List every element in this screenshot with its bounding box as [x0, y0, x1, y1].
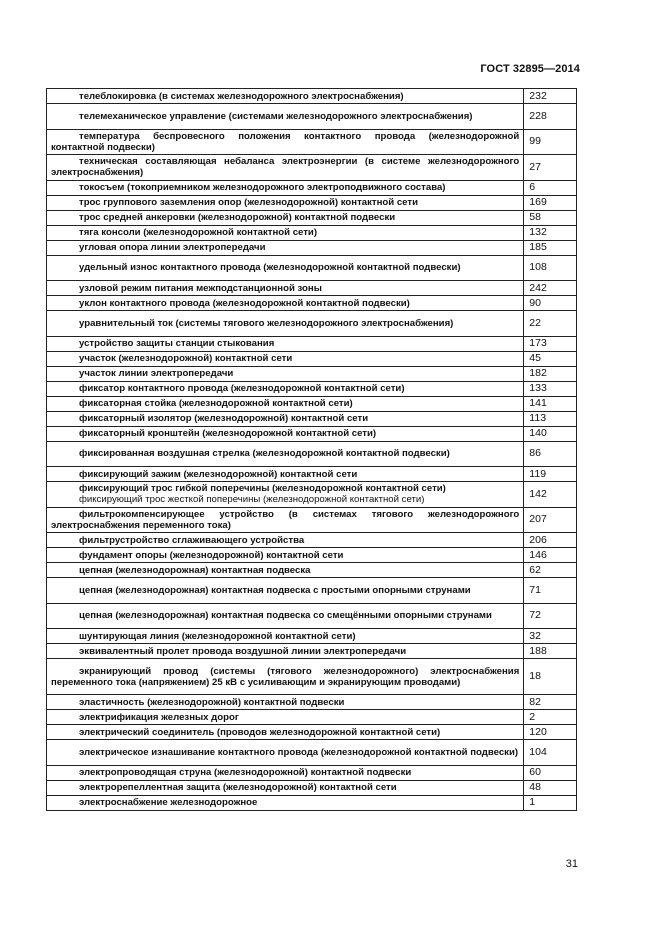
index-term-number: 62 — [524, 563, 577, 578]
index-term — [51, 767, 519, 778]
index-row — [47, 225, 577, 240]
index-term-text: электропроводящая струна (железнодорожной) контактной подвески — [79, 767, 412, 778]
index-term-cell — [47, 180, 524, 195]
index-term-number: 142 — [524, 482, 577, 508]
index-term-number: 113 — [524, 411, 577, 426]
index-term-number: 133 — [524, 381, 577, 396]
index-term-text: токосъем (токоприемником железнодорожного электроподвижного состава) — [79, 182, 446, 193]
index-term — [51, 712, 519, 723]
index-term-number: 1 — [524, 795, 577, 810]
index-term-number: 58 — [524, 210, 577, 225]
index-term — [51, 666, 519, 688]
index-term-number: 27 — [524, 155, 577, 181]
index-term-number: 22 — [524, 311, 577, 337]
index-term — [51, 383, 519, 394]
index-row — [47, 578, 577, 604]
index-term-cell — [47, 426, 524, 441]
index-term-sub-text: фиксирующий трос жесткой поперечины (железнодорожной контактной сети) — [79, 494, 425, 506]
index-term-cell — [47, 351, 524, 366]
index-term-cell — [47, 225, 524, 240]
index-term-text: угловая опора линии электропередачи — [79, 242, 266, 253]
index-row — [47, 155, 577, 181]
index-term — [51, 646, 519, 657]
index-term — [51, 747, 519, 758]
index-row — [47, 441, 577, 467]
terms-index-table — [46, 88, 577, 811]
index-row — [47, 381, 577, 396]
index-term-number: 146 — [524, 548, 577, 563]
index-row — [47, 396, 577, 411]
index-row — [47, 644, 577, 659]
index-term-cell — [47, 89, 524, 104]
index-row — [47, 129, 577, 155]
index-term — [51, 610, 519, 621]
index-term-number: 188 — [524, 644, 577, 659]
index-term-number: 108 — [524, 255, 577, 281]
index-term — [51, 262, 519, 273]
index-row — [47, 255, 577, 281]
index-term — [51, 483, 519, 494]
index-term-cell — [47, 563, 524, 578]
index-term-number: 18 — [524, 659, 577, 695]
index-term-cell — [47, 659, 524, 695]
index-term-cell — [47, 129, 524, 155]
index-row — [47, 426, 577, 441]
index-row — [47, 780, 577, 795]
index-term-cell — [47, 411, 524, 426]
index-term-number: 120 — [524, 725, 577, 740]
index-term-cell — [47, 740, 524, 766]
index-term — [51, 197, 519, 208]
index-term-text: цепная (железнодорожная) контактная подвеска со смещёнными опорными струнами — [79, 610, 492, 622]
terms-index-body — [47, 89, 577, 811]
index-term-number: 141 — [524, 396, 577, 411]
index-term-cell — [47, 578, 524, 604]
index-term-text: фиксаторная стойка (железнодорожной контактной сети) — [79, 398, 353, 409]
index-row — [47, 336, 577, 351]
index-term — [51, 448, 519, 459]
index-term-text: фиксаторный изолятор (железнодорожной) контактной сети — [79, 413, 369, 424]
index-term-text: уравнительный ток (системы тягового железнодорожного электроснабжения) — [79, 317, 454, 329]
index-term-text: эквивалентный пролет провода воздушной линии электропередачи — [79, 645, 407, 657]
index-term — [51, 368, 519, 379]
index-term-cell — [47, 336, 524, 351]
index-term-number: 173 — [524, 336, 577, 351]
index-term-cell — [47, 311, 524, 337]
index-term-text: узловой режим питания межподстанционной зоны — [79, 282, 322, 294]
index-term-cell — [47, 695, 524, 710]
index-row — [47, 548, 577, 563]
index-term-cell — [47, 240, 524, 255]
index-row — [47, 180, 577, 195]
index-term-cell — [47, 255, 524, 281]
index-term-number: 206 — [524, 533, 577, 548]
index-row — [47, 563, 577, 578]
index-term-cell — [47, 281, 524, 296]
index-term-text: тяга консоли (железнодорожной контактной сети) — [79, 227, 318, 238]
index-term-cell — [47, 210, 524, 225]
index-term-text: шунтирующая линия (железнодорожной контактной сети) — [79, 630, 356, 642]
index-term-number: 60 — [524, 765, 577, 780]
index-term-number: 32 — [524, 629, 577, 644]
index-term-cell — [47, 296, 524, 311]
index-term-text: фильтрустройство сглаживающего устройства — [79, 534, 305, 546]
index-term-number: 119 — [524, 467, 577, 482]
index-term-text: фильтрокомпенсирующее устройство (в системах тягового железнодорожного электроснабжения переменного тока) — [51, 508, 520, 531]
index-term-text: фиксирующий зажим (железнодорожной) контактной сети — [79, 468, 358, 480]
index-term — [51, 797, 519, 808]
index-term-text: эластичность (железнодорожной) контактной подвески — [79, 696, 345, 708]
index-term-text: цепная (железнодорожная) контактная подвеска с простыми опорными струнами — [79, 584, 471, 596]
index-term-number: 45 — [524, 351, 577, 366]
index-term-cell — [47, 725, 524, 740]
index-term — [51, 428, 519, 439]
index-term-cell — [47, 155, 524, 181]
index-term-number: 71 — [524, 578, 577, 604]
index-term-text: электрическое изнашивание контактного провода (железнодорожной контактной подвески) — [79, 746, 519, 758]
index-term-cell — [47, 467, 524, 482]
index-term-text: участок линии электропередачи — [79, 368, 234, 379]
index-row — [47, 659, 577, 695]
index-term-number: 185 — [524, 240, 577, 255]
index-term-text: техническая составляющая небаланса электроэнергии (в системе железнодорожного электроснабжения) — [51, 156, 520, 179]
index-term-cell — [47, 441, 524, 467]
index-term — [51, 182, 519, 193]
index-term — [51, 242, 519, 253]
index-term-text: трос средней анкеровки (железнодорожной) контактной подвески — [79, 212, 396, 223]
index-row — [47, 89, 577, 104]
index-term — [51, 227, 519, 238]
index-term — [51, 318, 519, 329]
index-term — [51, 298, 519, 309]
index-term-number: 232 — [524, 89, 577, 104]
index-term-number: 72 — [524, 603, 577, 629]
index-term-cell — [47, 195, 524, 210]
index-term-text: трос группового заземления опор (железнодорожной) контактной сети — [79, 197, 418, 208]
index-row — [47, 411, 577, 426]
index-row — [47, 695, 577, 710]
index-term-number: 82 — [524, 695, 577, 710]
document-header: ГОСТ 32895—2014 — [480, 63, 580, 75]
index-term — [51, 631, 519, 642]
index-term-text: цепная (железнодорожная) контактная подвеска — [79, 564, 311, 576]
index-row — [47, 795, 577, 810]
index-term-text: электроснабжение железнодорожное — [79, 797, 258, 808]
index-term-cell — [47, 366, 524, 381]
index-term-cell — [47, 548, 524, 563]
index-term-text: фиксированная воздушная стрелка (железнодорожной контактной подвески) — [79, 448, 450, 460]
index-row — [47, 533, 577, 548]
index-term — [51, 565, 519, 576]
index-term-cell — [47, 795, 524, 810]
index-row — [47, 507, 577, 533]
index-term — [51, 131, 519, 153]
index-term-text: экранирующий провод (системы (тягового железнодорожного) электроснабжения переменного тока (напряжением) 25 кВ с усиливающим и экранирующим проводами) — [51, 665, 520, 688]
index-term-number: 140 — [524, 426, 577, 441]
index-row — [47, 710, 577, 725]
index-term — [51, 509, 519, 531]
index-row — [47, 296, 577, 311]
index-term — [51, 535, 519, 546]
index-term-number: 242 — [524, 281, 577, 296]
index-term — [51, 111, 519, 122]
index-term-text: фундамент опоры (железнодорожной) контактной сети — [79, 549, 344, 561]
index-term-number: 48 — [524, 780, 577, 795]
index-term-text: электрорепеллентная защита (железнодорожной) контактной сети — [79, 782, 397, 793]
index-term — [51, 727, 519, 738]
index-term-cell — [47, 710, 524, 725]
index-row — [47, 482, 577, 508]
index-term-text: телеблокировка (в системах железнодорожного электроснабжения) — [79, 90, 404, 102]
index-term-text: участок (железнодорожной) контактной сети — [79, 353, 293, 364]
index-term-cell — [47, 533, 524, 548]
index-term — [51, 212, 519, 223]
index-term-sub — [51, 494, 519, 505]
index-row — [47, 366, 577, 381]
index-term-text: фиксатор контактного провода (железнодорожной контактной сети) — [79, 383, 405, 394]
index-row — [47, 603, 577, 629]
index-term — [51, 782, 519, 793]
index-term-cell — [47, 507, 524, 533]
index-term-text: телемеханическое управление (системами железнодорожного электроснабжения) — [79, 110, 473, 122]
index-row — [47, 104, 577, 130]
index-term-text: удельный износ контактного провода (железнодорожной контактной подвески) — [79, 262, 461, 274]
index-term-text: температура беспровесного положения контактного провода (железнодорожной контактной подвески) — [51, 130, 520, 153]
index-term-text: электрификация железных дорог — [79, 711, 239, 723]
index-term-number: 169 — [524, 195, 577, 210]
index-term — [51, 413, 519, 424]
index-term — [51, 156, 519, 178]
index-term-number: 132 — [524, 225, 577, 240]
index-term-number: 2 — [524, 710, 577, 725]
index-term-cell — [47, 482, 524, 508]
index-term — [51, 697, 519, 708]
index-term — [51, 283, 519, 294]
index-term-text: электрический соединитель (проводов железнодорожной контактной сети) — [79, 726, 441, 738]
index-row — [47, 240, 577, 255]
index-term — [51, 338, 519, 349]
index-row — [47, 467, 577, 482]
index-term-number: 86 — [524, 441, 577, 467]
index-term-number: 6 — [524, 180, 577, 195]
index-term-text: фиксаторный кронштейн (железнодорожной контактной сети) — [79, 428, 377, 439]
index-term — [51, 585, 519, 596]
index-term — [51, 353, 519, 364]
index-term-text: уклон контактного провода (железнодорожной контактной подвески) — [79, 297, 410, 309]
index-term-number: 90 — [524, 296, 577, 311]
index-row — [47, 195, 577, 210]
index-term-number: 104 — [524, 740, 577, 766]
index-term-cell — [47, 765, 524, 780]
index-term-cell — [47, 396, 524, 411]
index-term-cell — [47, 603, 524, 629]
index-term — [51, 469, 519, 480]
index-term-cell — [47, 780, 524, 795]
index-row — [47, 351, 577, 366]
index-term-number: 182 — [524, 366, 577, 381]
index-row — [47, 311, 577, 337]
index-term-cell — [47, 381, 524, 396]
page-number: 31 — [565, 858, 578, 870]
index-term-text: фиксирующий трос гибкой поперечины (железнодорожной контактной сети) — [79, 483, 446, 495]
index-row — [47, 765, 577, 780]
index-term-cell — [47, 644, 524, 659]
index-term — [51, 398, 519, 409]
index-term-cell — [47, 629, 524, 644]
index-term-number: 99 — [524, 129, 577, 155]
index-row — [47, 210, 577, 225]
index-row — [47, 629, 577, 644]
index-term — [51, 550, 519, 561]
index-term-number: 207 — [524, 507, 577, 533]
index-term-number: 228 — [524, 104, 577, 130]
index-term — [51, 91, 519, 102]
index-term-text: устройство защиты станции стыкования — [79, 338, 275, 349]
index-row — [47, 281, 577, 296]
index-row — [47, 725, 577, 740]
index-term-cell — [47, 104, 524, 130]
index-row — [47, 740, 577, 766]
